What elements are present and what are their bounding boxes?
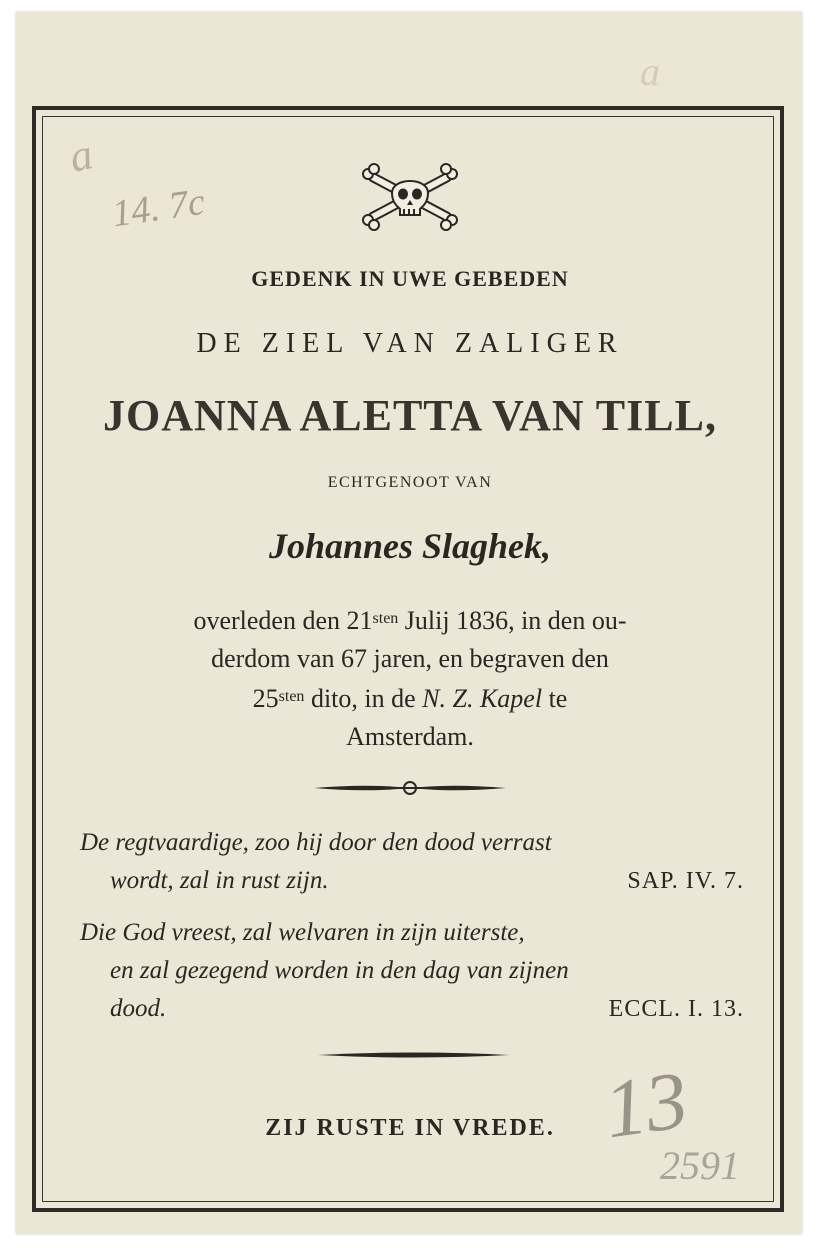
verse-sap-reference: SAP. IV. 7. <box>627 868 744 894</box>
pencil-mark-left: 14. 7c <box>109 180 208 236</box>
handwritten-number: 13 <box>598 1053 693 1156</box>
details-line-4: Amsterdam. <box>346 722 474 751</box>
subheader: DE ZIEL VAN ZALIGER <box>196 328 624 359</box>
prayer-header: GEDENK IN UWE GEBEDEN <box>251 266 569 291</box>
verse-eccl-line-3: dood. ECCL. I. 13. <box>80 990 744 1028</box>
verse-sap <box>80 824 744 900</box>
details-line-1: overleden den $21^{sten}$ Julij 1836, in den ou- <box>193 606 627 635</box>
details-line-3: $25^{sten}$ dito, in de N. Z. Kapel te <box>252 684 568 713</box>
skull-and-crossbones-icon <box>358 163 462 236</box>
handwritten-inventory-number: 2591 <box>660 1143 740 1188</box>
relation-label: ECHTGENOOT VAN <box>327 474 493 491</box>
verse-eccl <box>80 914 744 1028</box>
pencil-mark-top-right: a <box>640 49 660 94</box>
death-details <box>60 600 760 756</box>
details-line-2: derdom van 67 jaren, en begraven den <box>211 644 609 673</box>
verse-sap-line-1: De regtvaardige, zoo hij door den dood verrast <box>80 829 552 856</box>
spouse-name: Johannes Slaghek, <box>268 526 552 566</box>
closing-blessing: ZIJ RUSTE IN VREDE. <box>265 1115 555 1141</box>
verse-sap-line-2: wordt, zal in rust zijn. SAP. IV. 7. <box>80 862 744 900</box>
verse-eccl-line-1: Die God vreest, zal welvaren in zijn uiterste, <box>80 919 525 946</box>
pencil-mark-top-left: a <box>65 129 97 182</box>
ornamental-divider <box>312 778 508 798</box>
verse-eccl-line-2: en zal gezegend worden in den dag van zijnen <box>110 957 569 984</box>
deceased-name: JOANNA ALETTA VAN TILL, <box>103 391 717 440</box>
verse-eccl-reference: ECCL. I. 13. <box>608 996 744 1022</box>
divider-line <box>316 1049 512 1061</box>
